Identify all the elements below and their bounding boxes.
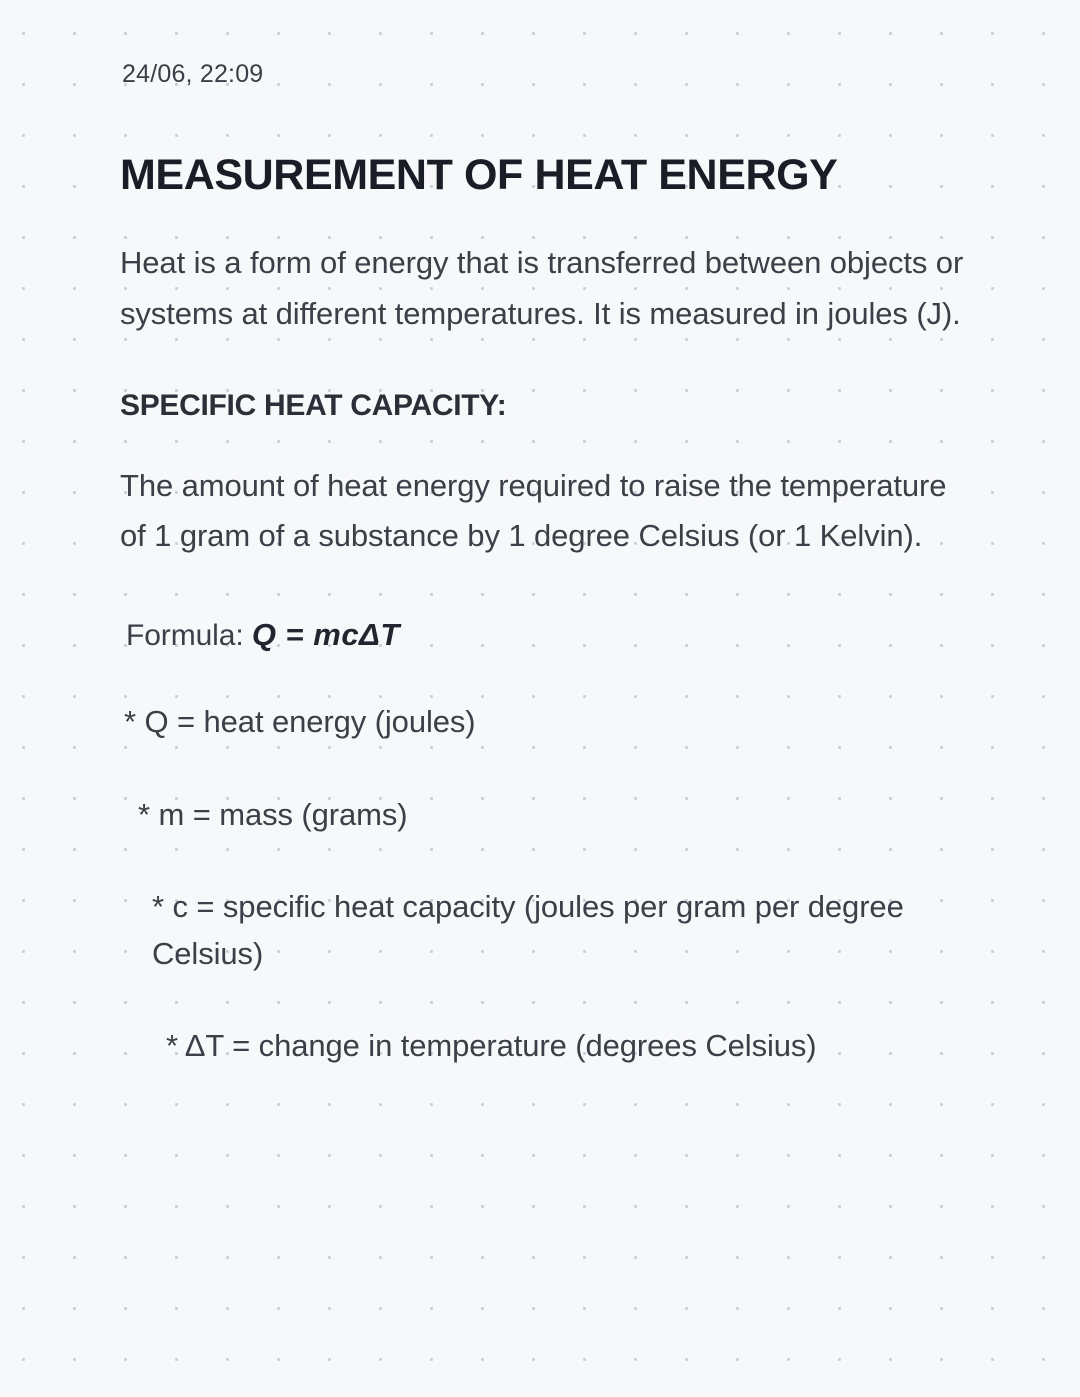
list-item: * ΔT = change in temperature (degrees Celsius) xyxy=(166,1028,817,1064)
timestamp: 24/06, 22:09 xyxy=(122,60,264,88)
variable-definitions-list xyxy=(120,699,970,1070)
formula-expression: Q = mcΔT xyxy=(251,617,400,653)
formula-line xyxy=(126,617,970,653)
section-heading-specific-heat-capacity: SPECIFIC HEAT CAPACITY: xyxy=(120,388,507,422)
list-item: * Q = heat energy (joules) xyxy=(124,704,476,740)
formula-label: Formula: xyxy=(126,619,244,653)
intro-paragraph: Heat is a form of energy that is transferred between objects or systems at different temperatures. It is measured in joules (J). xyxy=(120,245,964,331)
list-item: * c = specific heat capacity (joules per gram per degree Celsius) xyxy=(152,889,904,971)
list-item: * m = mass (grams) xyxy=(138,796,408,832)
page-title: MEASUREMENT OF HEAT ENERGY xyxy=(120,151,838,199)
section-body-paragraph: The amount of heat energy required to raise the temperature of 1 gram of a substance by 1 degree Celsius (or 1 Kelvin). xyxy=(120,467,947,554)
